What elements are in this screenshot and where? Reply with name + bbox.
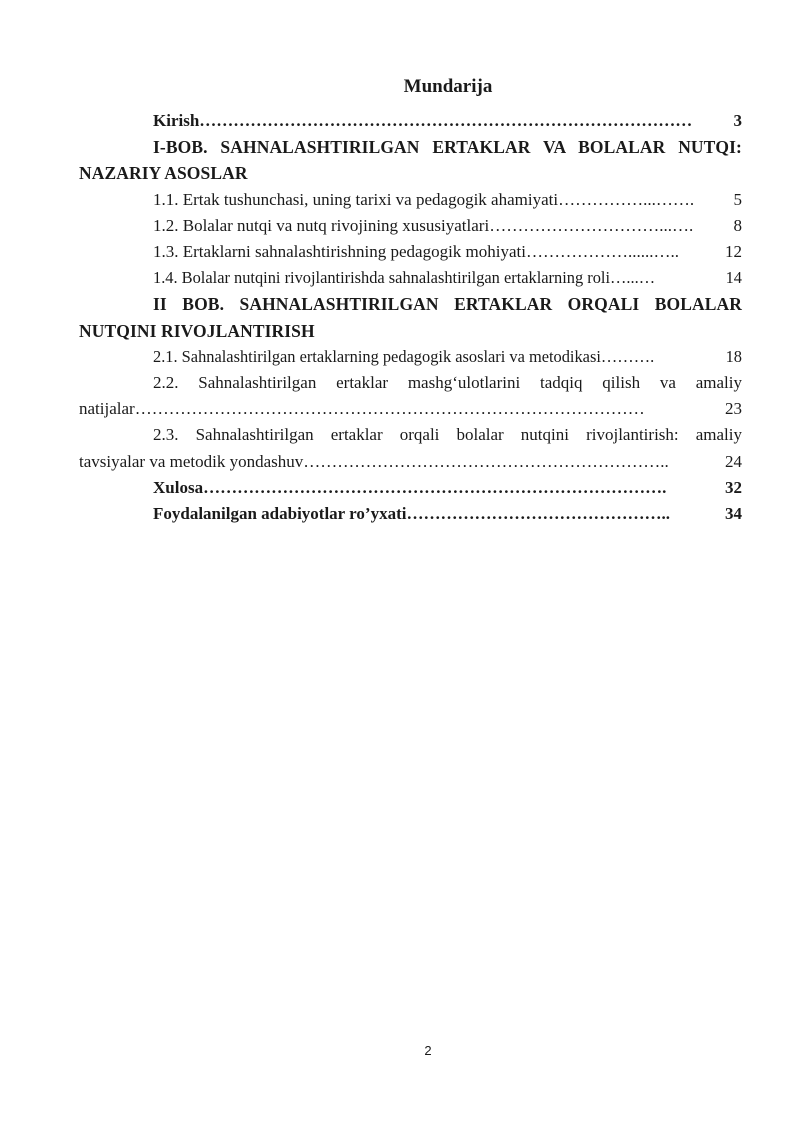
toc-entry-continuation: [79, 396, 742, 422]
toc-page-number: 18: [725, 346, 742, 366]
toc-leader-dots: ……………………………………………………………………………: [199, 111, 693, 130]
toc-page-number: 5: [733, 189, 742, 209]
toc-chapter-title-line2: NAZARIY ASOSLAR: [79, 163, 248, 184]
toc-leader-dots: ……………………………………………………………………….: [203, 477, 667, 497]
toc-page-number: 14: [725, 268, 742, 288]
toc-page-number: 34: [725, 504, 742, 524]
toc-entry-label: Xulosa: [153, 477, 204, 497]
toc-entry-label: 1.4. Bolalar nutqini rivojlantirishda sahnalashtirilgan ertaklarning roli: [153, 268, 611, 288]
toc-chapter-title-line1: I-BOB. SAHNALASHTIRILGAN ERTAKLAR VA BOLALAR NUTQI:: [153, 137, 742, 158]
toc-chapter-title-line1: II BOB. SAHNALASHTIRILGAN ERTAKLAR ORQALI BOLALAR: [153, 294, 742, 315]
toc-leader-dots: …...…: [610, 268, 656, 288]
toc-entry-label-line2: natijalar: [79, 399, 135, 419]
toc-leader-dots: ………………......…..: [525, 242, 679, 262]
toc-entry-continuation: [79, 449, 742, 475]
toc-page-number: 24: [725, 451, 742, 471]
toc-entry-label: 1.1. Ertak tushunchasi, uning tarixi va pedagogik ahamiyati: [153, 189, 559, 209]
toc-page-number: 8: [733, 215, 742, 235]
toc-leader-dots: ……………...…….: [558, 189, 695, 209]
toc-entry-label-line1: 2.2. Sahnalashtirilgan ertaklar mashg‘ulotlarini tadqiq qilish va amaliy: [153, 373, 742, 393]
toc-chapter-1[interactable]: [79, 134, 742, 186]
toc-chapter-title-line2: NUTQINI RIVOJLANTIRISH: [79, 320, 315, 341]
toc-entry-label: Kirish: [153, 111, 200, 130]
toc-entry-label-line2: tavsiyalar va metodik yondashuv: [79, 451, 304, 471]
toc-entry-2-1[interactable]: [116, 344, 742, 370]
toc-chapter-2[interactable]: [79, 291, 742, 343]
toc-page-number: 3: [733, 111, 742, 130]
toc-leader-dots: …………………………...….: [489, 215, 694, 235]
toc-entry-1-3[interactable]: [116, 239, 742, 265]
table-of-contents: [79, 108, 742, 527]
toc-page-number: 12: [725, 242, 742, 262]
toc-leader-dots: ………………………………………………………..: [303, 451, 669, 471]
toc-entry-1-2[interactable]: [116, 213, 742, 239]
toc-entry-2-2[interactable]: [79, 370, 742, 422]
toc-leader-dots: ………………………………………..: [406, 504, 670, 524]
toc-entry-label: 2.1. Sahnalashtirilgan ertaklarning pedagogik asoslari va metodikasi: [153, 346, 601, 366]
toc-entry-label-line1: 2.3. Sahnalashtirilgan ertaklar orqali bolalar nutqini rivojlantirish: amaliy: [153, 425, 742, 445]
toc-entry-kirish[interactable]: [116, 108, 742, 134]
toc-entry-label: Foydalanilgan adabiyotlar ro’yxati: [153, 504, 407, 524]
toc-page-number: 32: [725, 477, 742, 497]
toc-leader-dots: ……….: [600, 346, 655, 366]
toc-entry-xulosa[interactable]: [116, 475, 742, 501]
toc-entry-1-1[interactable]: [116, 187, 742, 213]
toc-leader-dots: ………………………………………………………………………………: [134, 399, 645, 419]
toc-entry-2-3[interactable]: [79, 422, 742, 474]
toc-page-number: 23: [725, 399, 742, 419]
page-number-footer: 2: [424, 1043, 432, 1058]
toc-entry-1-4[interactable]: [116, 265, 742, 291]
toc-entry-references[interactable]: [116, 501, 742, 527]
toc-entry-label: 1.2. Bolalar nutqi va nutq rivojining xususiyatlari: [153, 215, 490, 235]
toc-entry-label: 1.3. Ertaklarni sahnalashtirishning pedagogik mohiyati: [153, 242, 526, 262]
toc-title: Mundarija: [403, 76, 493, 97]
